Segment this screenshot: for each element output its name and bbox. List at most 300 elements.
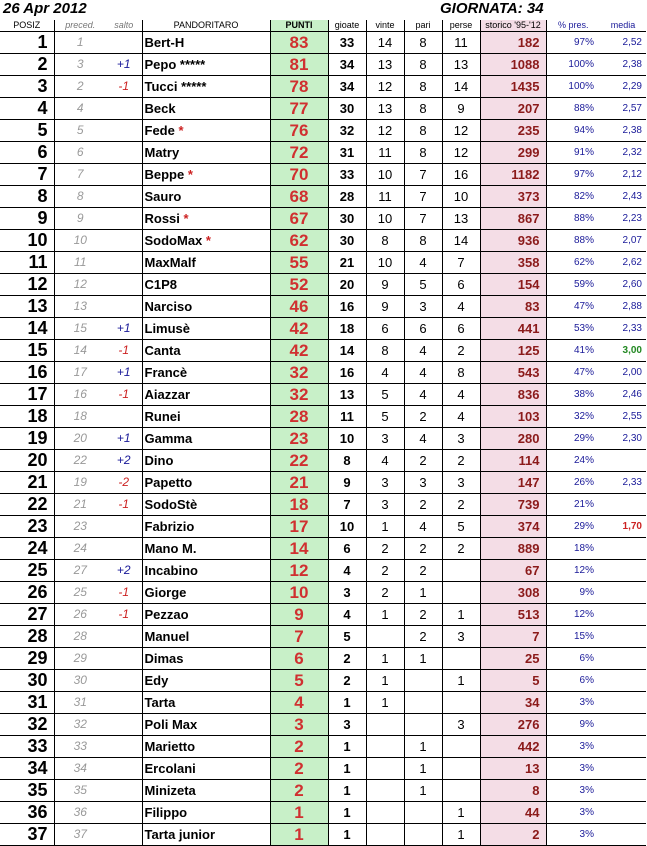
previous-position-cell: 9 [54, 208, 106, 230]
drawn-cell: 8 [404, 32, 442, 54]
historic-points-cell: 2 [480, 824, 546, 846]
position-cell: 11 [0, 252, 54, 274]
stars-marker: ***** [176, 57, 206, 72]
table-header-row [0, 20, 646, 32]
historic-points-cell: 7 [480, 626, 546, 648]
previous-position-cell: 36 [54, 802, 106, 824]
table-row [0, 648, 646, 670]
won-cell [366, 714, 404, 736]
table-row [0, 98, 646, 120]
position-change-cell [106, 252, 142, 274]
player-name: Mano M. [144, 541, 197, 556]
player-name-cell [142, 362, 270, 384]
average-cell [600, 560, 646, 582]
average-cell: 2,46 [600, 384, 646, 406]
drawn-cell: 1 [404, 582, 442, 604]
won-cell: 10 [366, 164, 404, 186]
presence-cell: 29% [546, 428, 600, 450]
presence-cell: 38% [546, 384, 600, 406]
position-change-cell: -1 [106, 76, 142, 98]
historic-points-cell: 867 [480, 208, 546, 230]
player-name: Runei [144, 409, 181, 424]
previous-position-cell: 27 [54, 560, 106, 582]
table-row [0, 494, 646, 516]
won-cell: 5 [366, 406, 404, 428]
won-cell [366, 626, 404, 648]
table-row [0, 692, 646, 714]
position-cell: 5 [0, 120, 54, 142]
position-change-cell [106, 626, 142, 648]
played-cell: 3 [328, 714, 366, 736]
lost-cell: 13 [442, 208, 480, 230]
col-punti: PUNTI [270, 20, 328, 32]
drawn-cell: 8 [404, 98, 442, 120]
position-cell: 20 [0, 450, 54, 472]
played-cell: 30 [328, 230, 366, 252]
points-cell: 1 [270, 824, 328, 846]
presence-cell: 21% [546, 494, 600, 516]
player-name: Marietto [144, 739, 196, 754]
won-cell: 5 [366, 384, 404, 406]
historic-points-cell: 147 [480, 472, 546, 494]
previous-position-cell: 16 [54, 384, 106, 406]
presence-cell: 9% [546, 582, 600, 604]
position-cell: 33 [0, 736, 54, 758]
historic-points-cell: 125 [480, 340, 546, 362]
table-row [0, 296, 646, 318]
won-cell: 12 [366, 120, 404, 142]
points-cell: 14 [270, 538, 328, 560]
position-cell: 27 [0, 604, 54, 626]
previous-position-cell: 25 [54, 582, 106, 604]
previous-position-cell: 13 [54, 296, 106, 318]
played-cell: 1 [328, 692, 366, 714]
presence-cell: 100% [546, 76, 600, 98]
player-name: Poli Max [144, 717, 198, 732]
average-cell: 2,43 [600, 186, 646, 208]
player-name-cell [142, 340, 270, 362]
table-row [0, 164, 646, 186]
position-change-cell: +2 [106, 450, 142, 472]
drawn-cell: 7 [404, 164, 442, 186]
previous-position-cell: 28 [54, 626, 106, 648]
won-cell: 12 [366, 76, 404, 98]
historic-points-cell: 513 [480, 604, 546, 626]
player-name: Manuel [144, 629, 190, 644]
player-name-cell [142, 714, 270, 736]
player-name: Tarta junior [144, 827, 216, 842]
previous-position-cell: 19 [54, 472, 106, 494]
drawn-cell: 4 [404, 340, 442, 362]
drawn-cell: 4 [404, 516, 442, 538]
points-cell: 83 [270, 32, 328, 54]
col-media: media [600, 20, 646, 32]
historic-points-cell: 373 [480, 186, 546, 208]
points-cell: 1 [270, 802, 328, 824]
position-change-cell: -2 [106, 472, 142, 494]
position-cell: 16 [0, 362, 54, 384]
played-cell: 30 [328, 208, 366, 230]
historic-points-cell: 207 [480, 98, 546, 120]
presence-cell: 82% [546, 186, 600, 208]
lost-cell: 1 [442, 824, 480, 846]
position-change-cell: -1 [106, 384, 142, 406]
played-cell: 33 [328, 32, 366, 54]
table-row [0, 120, 646, 142]
played-cell: 4 [328, 560, 366, 582]
previous-position-cell: 33 [54, 736, 106, 758]
won-cell: 11 [366, 142, 404, 164]
player-name: Pepo [144, 57, 177, 72]
position-cell: 34 [0, 758, 54, 780]
points-cell: 42 [270, 318, 328, 340]
average-cell: 2,38 [600, 54, 646, 76]
position-change-cell: -1 [106, 340, 142, 362]
player-name: Fabrizio [144, 519, 195, 534]
previous-position-cell: 4 [54, 98, 106, 120]
position-change-cell: +2 [106, 560, 142, 582]
lost-cell: 9 [442, 98, 480, 120]
won-cell [366, 824, 404, 846]
historic-points-cell: 276 [480, 714, 546, 736]
report-date: 26 Apr 2012 [3, 0, 87, 17]
player-name: Minizeta [144, 783, 196, 798]
position-cell: 30 [0, 670, 54, 692]
player-name-cell [142, 32, 270, 54]
won-cell: 4 [366, 362, 404, 384]
average-cell [600, 648, 646, 670]
presence-cell: 29% [546, 516, 600, 538]
presence-cell: 3% [546, 692, 600, 714]
table-row [0, 274, 646, 296]
historic-points-cell: 936 [480, 230, 546, 252]
won-cell: 1 [366, 670, 404, 692]
won-cell: 3 [366, 494, 404, 516]
position-cell: 4 [0, 98, 54, 120]
played-cell: 30 [328, 98, 366, 120]
position-cell: 18 [0, 406, 54, 428]
drawn-cell: 8 [404, 76, 442, 98]
position-cell: 35 [0, 780, 54, 802]
player-name: Rossi [144, 211, 180, 226]
presence-cell: 62% [546, 252, 600, 274]
historic-points-cell: 308 [480, 582, 546, 604]
presence-cell: 3% [546, 802, 600, 824]
historic-points-cell: 114 [480, 450, 546, 472]
player-name-cell [142, 692, 270, 714]
player-name: Dino [144, 453, 174, 468]
played-cell: 10 [328, 428, 366, 450]
won-cell: 9 [366, 274, 404, 296]
position-change-cell: -1 [106, 494, 142, 516]
average-cell: 2,38 [600, 120, 646, 142]
points-cell: 32 [270, 384, 328, 406]
won-cell: 8 [366, 340, 404, 362]
player-name-cell [142, 384, 270, 406]
player-name: Narciso [144, 299, 193, 314]
table-row [0, 560, 646, 582]
table-row [0, 780, 646, 802]
table-row [0, 824, 646, 846]
average-cell: 2,32 [600, 142, 646, 164]
player-name-cell [142, 824, 270, 846]
position-cell: 29 [0, 648, 54, 670]
position-cell: 37 [0, 824, 54, 846]
drawn-cell: 1 [404, 648, 442, 670]
historic-points-cell: 13 [480, 758, 546, 780]
player-name-cell [142, 142, 270, 164]
drawn-cell: 8 [404, 120, 442, 142]
played-cell: 3 [328, 582, 366, 604]
previous-position-cell: 10 [54, 230, 106, 252]
points-cell: 18 [270, 494, 328, 516]
historic-points-cell: 67 [480, 560, 546, 582]
historic-points-cell: 358 [480, 252, 546, 274]
average-cell [600, 626, 646, 648]
won-cell: 13 [366, 54, 404, 76]
position-cell: 1 [0, 32, 54, 54]
presence-cell: 97% [546, 164, 600, 186]
lost-cell: 14 [442, 230, 480, 252]
drawn-cell [404, 670, 442, 692]
average-cell [600, 692, 646, 714]
historic-points-cell: 441 [480, 318, 546, 340]
won-cell: 3 [366, 428, 404, 450]
average-cell: 2,60 [600, 274, 646, 296]
played-cell: 6 [328, 538, 366, 560]
player-name-cell [142, 76, 270, 98]
average-cell [600, 538, 646, 560]
drawn-cell: 4 [404, 362, 442, 384]
drawn-cell: 4 [404, 384, 442, 406]
position-change-cell: -1 [106, 582, 142, 604]
table-row [0, 76, 646, 98]
lost-cell: 2 [442, 538, 480, 560]
position-change-cell [106, 296, 142, 318]
presence-cell: 3% [546, 758, 600, 780]
historic-points-cell: 44 [480, 802, 546, 824]
presence-cell: 3% [546, 736, 600, 758]
player-name-cell [142, 274, 270, 296]
presence-cell: 18% [546, 538, 600, 560]
position-cell: 26 [0, 582, 54, 604]
presence-cell: 24% [546, 450, 600, 472]
lost-cell [442, 648, 480, 670]
presence-cell: 3% [546, 780, 600, 802]
player-name-cell [142, 120, 270, 142]
presence-cell: 91% [546, 142, 600, 164]
lost-cell: 6 [442, 274, 480, 296]
drawn-cell [404, 824, 442, 846]
lost-cell [442, 560, 480, 582]
historic-points-cell: 1088 [480, 54, 546, 76]
played-cell: 20 [328, 274, 366, 296]
player-name-cell [142, 406, 270, 428]
drawn-cell: 1 [404, 780, 442, 802]
lost-cell: 1 [442, 670, 480, 692]
historic-points-cell: 280 [480, 428, 546, 450]
lost-cell: 12 [442, 142, 480, 164]
played-cell: 16 [328, 362, 366, 384]
presence-cell: 53% [546, 318, 600, 340]
points-cell: 28 [270, 406, 328, 428]
col-name: PANDORITARO [142, 20, 270, 32]
position-change-cell [106, 780, 142, 802]
lost-cell: 2 [442, 494, 480, 516]
lost-cell: 7 [442, 252, 480, 274]
played-cell: 32 [328, 120, 366, 142]
drawn-cell: 8 [404, 142, 442, 164]
previous-position-cell: 24 [54, 538, 106, 560]
average-cell: 2,29 [600, 76, 646, 98]
position-cell: 17 [0, 384, 54, 406]
player-name-cell [142, 98, 270, 120]
lost-cell: 12 [442, 120, 480, 142]
position-cell: 8 [0, 186, 54, 208]
table-row [0, 32, 646, 54]
table-row [0, 736, 646, 758]
player-name: Giorge [144, 585, 187, 600]
position-cell: 22 [0, 494, 54, 516]
table-row [0, 516, 646, 538]
position-change-cell [106, 208, 142, 230]
presence-cell: 12% [546, 604, 600, 626]
drawn-cell: 2 [404, 450, 442, 472]
player-name: Beppe [144, 167, 185, 182]
lost-cell: 2 [442, 340, 480, 362]
drawn-cell: 4 [404, 252, 442, 274]
previous-position-cell: 2 [54, 76, 106, 98]
col-salto: salto [106, 20, 142, 32]
historic-points-cell: 5 [480, 670, 546, 692]
lost-cell: 14 [442, 76, 480, 98]
position-cell: 6 [0, 142, 54, 164]
player-name-cell [142, 626, 270, 648]
won-cell: 2 [366, 582, 404, 604]
points-cell: 62 [270, 230, 328, 252]
table-row [0, 758, 646, 780]
points-cell: 2 [270, 780, 328, 802]
drawn-cell: 8 [404, 230, 442, 252]
average-cell: 2,00 [600, 362, 646, 384]
previous-position-cell: 32 [54, 714, 106, 736]
table-row [0, 626, 646, 648]
player-name-cell [142, 802, 270, 824]
previous-position-cell: 18 [54, 406, 106, 428]
previous-position-cell: 30 [54, 670, 106, 692]
position-change-cell [106, 802, 142, 824]
player-name: Papetto [144, 475, 193, 490]
won-cell: 9 [366, 296, 404, 318]
drawn-cell [404, 714, 442, 736]
presence-cell: 26% [546, 472, 600, 494]
position-cell: 28 [0, 626, 54, 648]
table-row [0, 604, 646, 626]
won-cell [366, 802, 404, 824]
won-cell: 1 [366, 692, 404, 714]
position-cell: 25 [0, 560, 54, 582]
player-name-cell [142, 582, 270, 604]
previous-position-cell: 26 [54, 604, 106, 626]
points-cell: 32 [270, 362, 328, 384]
played-cell: 1 [328, 802, 366, 824]
col-preced: preced. [54, 20, 106, 32]
points-cell: 52 [270, 274, 328, 296]
position-change-cell [106, 186, 142, 208]
position-cell: 7 [0, 164, 54, 186]
player-name-cell [142, 252, 270, 274]
points-cell: 3 [270, 714, 328, 736]
player-name: Limusè [144, 321, 191, 336]
presence-cell: 41% [546, 340, 600, 362]
col-vinte: vinte [366, 20, 404, 32]
points-cell: 67 [270, 208, 328, 230]
lost-cell: 3 [442, 428, 480, 450]
average-cell: 2,33 [600, 318, 646, 340]
position-cell: 23 [0, 516, 54, 538]
player-name-cell [142, 494, 270, 516]
previous-position-cell: 17 [54, 362, 106, 384]
player-name-cell [142, 230, 270, 252]
position-change-cell [106, 648, 142, 670]
points-cell: 72 [270, 142, 328, 164]
historic-points-cell: 1435 [480, 76, 546, 98]
lost-cell: 11 [442, 32, 480, 54]
presence-cell: 47% [546, 296, 600, 318]
player-name-cell [142, 186, 270, 208]
position-change-cell: +1 [106, 318, 142, 340]
position-cell: 21 [0, 472, 54, 494]
table-row [0, 186, 646, 208]
player-name-cell [142, 472, 270, 494]
played-cell: 1 [328, 736, 366, 758]
position-cell: 3 [0, 76, 54, 98]
position-change-cell [106, 538, 142, 560]
position-change-cell [106, 516, 142, 538]
presence-cell: 88% [546, 98, 600, 120]
position-cell: 32 [0, 714, 54, 736]
won-cell: 2 [366, 538, 404, 560]
table-row [0, 714, 646, 736]
played-cell: 21 [328, 252, 366, 274]
presence-cell: 32% [546, 406, 600, 428]
table-row [0, 252, 646, 274]
player-name: Francè [144, 365, 188, 380]
points-cell: 68 [270, 186, 328, 208]
player-name-cell [142, 318, 270, 340]
played-cell: 18 [328, 318, 366, 340]
points-cell: 78 [270, 76, 328, 98]
player-name-cell [142, 54, 270, 76]
player-name: Canta [144, 343, 181, 358]
lost-cell: 3 [442, 714, 480, 736]
played-cell: 4 [328, 604, 366, 626]
player-name: SodoStè [144, 497, 198, 512]
player-name: Fede [144, 123, 175, 138]
presence-cell: 12% [546, 560, 600, 582]
drawn-cell: 1 [404, 736, 442, 758]
points-cell: 2 [270, 758, 328, 780]
historic-points-cell: 83 [480, 296, 546, 318]
player-name-cell [142, 538, 270, 560]
position-change-cell [106, 142, 142, 164]
lost-cell: 4 [442, 384, 480, 406]
player-name-cell [142, 780, 270, 802]
table-row [0, 802, 646, 824]
historic-points-cell: 836 [480, 384, 546, 406]
won-cell: 14 [366, 32, 404, 54]
position-change-cell [106, 274, 142, 296]
